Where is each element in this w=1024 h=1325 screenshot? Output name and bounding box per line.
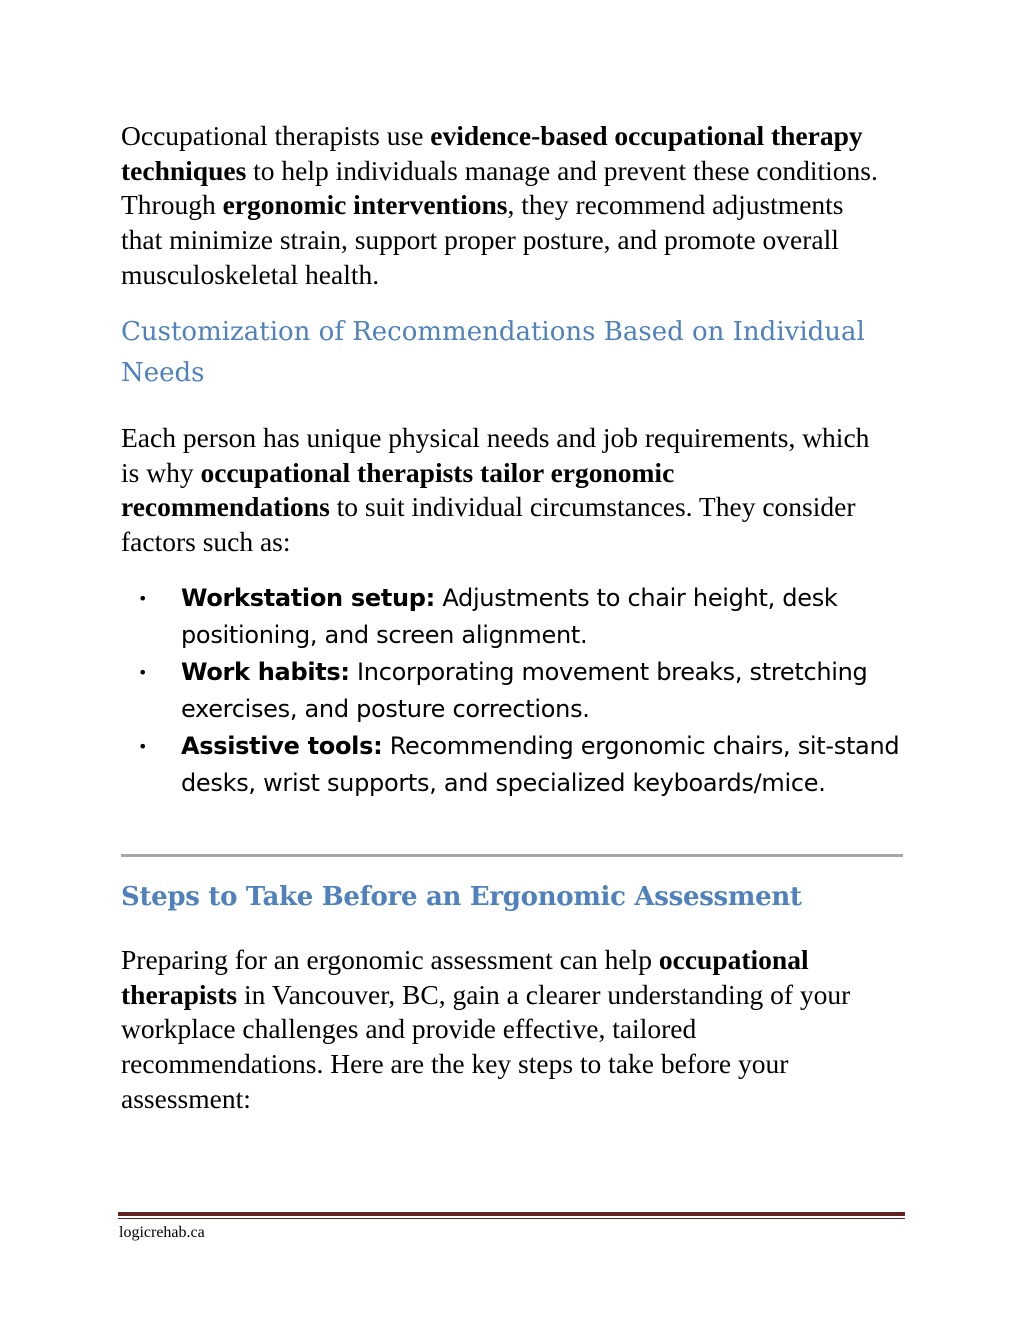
- customization-bold-1: occupational therapists tailor ergonomic recommendations: [121, 456, 675, 523]
- list-item-text: Incorporating movement breaks, stretching exercises, and posture corrections.: [181, 658, 868, 723]
- intro-text-2: to help individuals manage and prevent these conditions. Through: [121, 154, 878, 221]
- intro-bold-1: evidence-based occupational therapy techniques: [121, 120, 863, 186]
- list-item-label: Assistive tools:: [181, 732, 383, 760]
- steps-paragraph: [121, 943, 891, 1117]
- bullet-icon: •: [138, 737, 148, 756]
- bullet-icon: •: [138, 589, 148, 608]
- steps-bold-1: occupational therapists: [121, 944, 809, 1010]
- intro-text-3: , they recommend adjustments that minimize strain, support proper posture, and promote overall musculoskeletal health.: [121, 189, 844, 290]
- factors-list: [138, 580, 908, 802]
- footer-rule-thin: [118, 1218, 905, 1219]
- list-item-text: Adjustments to chair height, desk positioning, and screen alignment.: [181, 584, 838, 649]
- footer-rule-thick: [118, 1212, 905, 1216]
- footer-site: logicrehab.ca: [119, 1224, 205, 1241]
- section-divider: [121, 854, 903, 857]
- list-item-label: Workstation setup:: [181, 584, 435, 612]
- steps-text-1: Preparing for an ergonomic assessment can help: [121, 944, 659, 975]
- intro-text-1: Occupational therapists use: [121, 120, 431, 151]
- customization-text-1: Each person has unique physical needs and job requirements, which is why: [121, 422, 870, 488]
- list-item: [138, 728, 908, 802]
- bullet-icon: •: [138, 663, 148, 682]
- list-item: [138, 580, 908, 654]
- intro-paragraph: [121, 119, 881, 293]
- intro-bold-2: ergonomic interventions: [222, 189, 508, 221]
- steps-heading: Steps to Take Before an Ergonomic Assessment: [121, 882, 802, 912]
- customization-text-2: to suit individual circumstances. They consider factors such as:: [121, 491, 856, 558]
- list-item: [138, 654, 908, 728]
- customization-heading: Customization of Recommendations Based on Individual Needs: [121, 317, 865, 388]
- list-item-text: Recommending ergonomic chairs, sit-stand desks, wrist supports, and specialized keyboards/mice.: [181, 732, 900, 797]
- customization-paragraph: [121, 421, 881, 560]
- steps-text-2: in Vancouver, BC, gain a clearer understanding of your workplace challenges and provide effective, tailored recommendations. Here are the key steps to take before your assessment:: [121, 978, 851, 1114]
- list-item-label: Work habits:: [181, 658, 350, 686]
